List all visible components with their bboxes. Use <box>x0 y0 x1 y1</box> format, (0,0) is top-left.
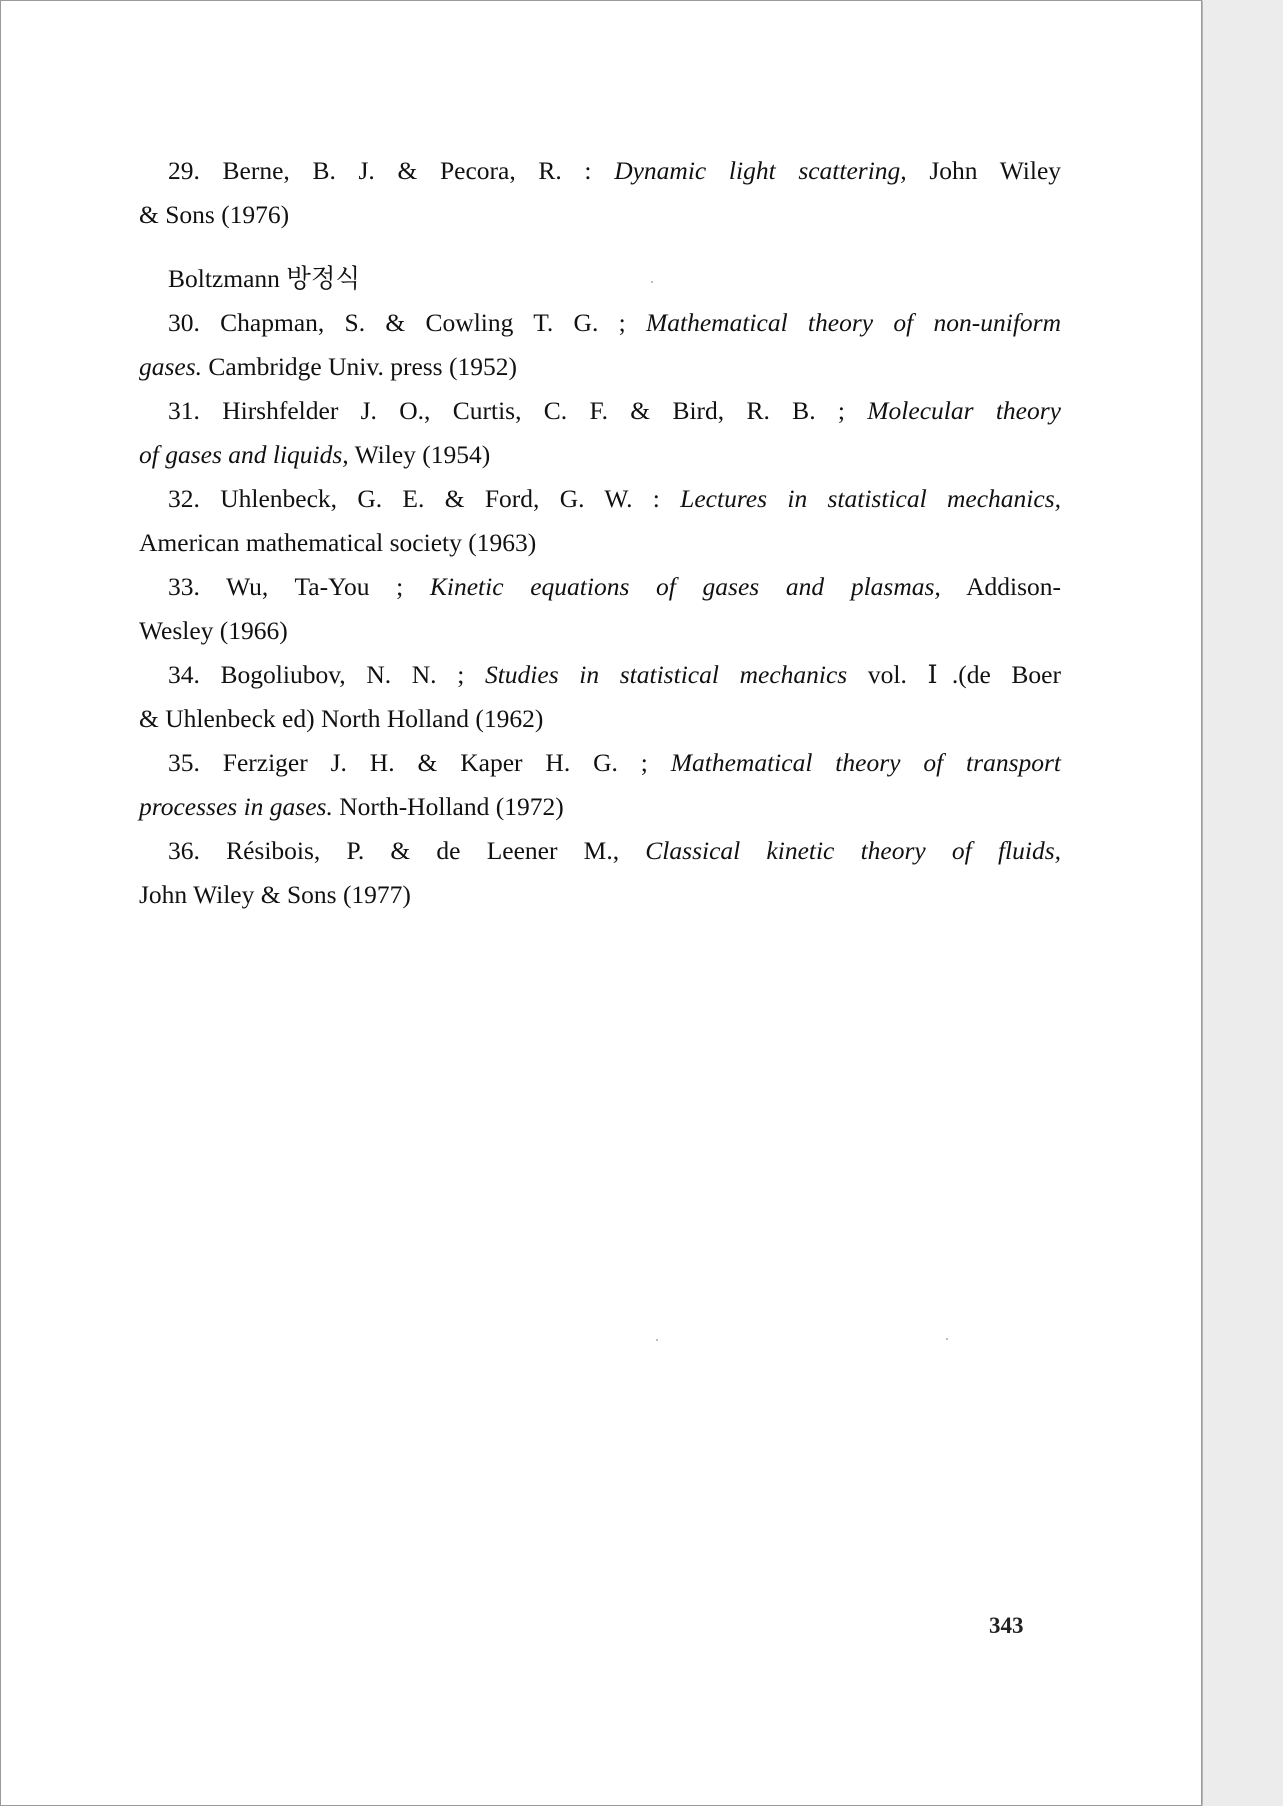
reference-entry <box>139 741 1061 829</box>
reference-title: gases. <box>139 352 203 381</box>
reference-entry <box>139 565 1061 653</box>
reference-line-2 <box>139 345 1061 389</box>
reference-line-2 <box>139 609 1061 653</box>
reference-text: 34. Bogoliubov, N. N. ; <box>168 660 485 689</box>
reference-title: Molecular theory <box>867 396 1061 425</box>
section-heading: Boltzmann 방정식 <box>168 264 361 293</box>
reference-text: 33. Wu, Ta-You ; <box>168 572 430 601</box>
reference-entry <box>139 829 1061 917</box>
reference-line-2 <box>139 521 1061 565</box>
reference-entry <box>139 653 1061 741</box>
reference-text: & Sons (1976) <box>139 200 290 229</box>
reference-line-2 <box>139 433 1061 477</box>
reference-text: Wiley (1954) <box>348 440 491 469</box>
reference-text: vol. Ⅰ.(de Boer <box>847 660 1061 689</box>
reference-text: 30. Chapman, S. & Cowling T. G. ; <box>168 308 647 337</box>
scan-speck <box>946 1338 948 1340</box>
reference-text: Cambridge Univ. press (1952) <box>202 352 517 381</box>
reference-line-1 <box>139 477 1061 521</box>
reference-text: American mathematical society (1963) <box>139 528 537 557</box>
reference-text: 32. Uhlenbeck, G. E. & Ford, G. W. : <box>168 484 681 513</box>
reference-text: 36. Résibois, P. & de Leener M., <box>168 836 646 865</box>
reference-title: Mathematical theory of non-uniform <box>646 308 1061 337</box>
page-number: 343 <box>989 1613 1024 1638</box>
reference-title: Lectures in statistical mechanics, <box>680 484 1061 513</box>
reference-line-1 <box>139 389 1061 433</box>
reference-text: & Uhlenbeck ed) North Holland (1962) <box>139 704 544 733</box>
reference-title: of gases and liquids, <box>139 440 349 469</box>
reference-line-1 <box>139 149 1061 193</box>
reference-line-2 <box>139 697 1061 741</box>
reference-text: Wesley (1966) <box>139 616 288 645</box>
reference-line-1 <box>139 565 1061 609</box>
reference-entry <box>139 149 1061 237</box>
reference-title: Classical kinetic theory of fluids, <box>645 836 1061 865</box>
reference-text: John Wiley & Sons (1977) <box>139 880 411 909</box>
scan-speck <box>656 1339 658 1341</box>
reference-list <box>139 149 1061 917</box>
reference-text: North-Holland (1972) <box>332 792 564 821</box>
reference-title: Dynamic light scattering, <box>614 156 907 185</box>
reference-line-1 <box>139 829 1061 873</box>
reference-entry <box>139 389 1061 477</box>
reference-text: 29. Berne, B. J. & Pecora, R. : <box>168 156 615 185</box>
reference-line-2 <box>139 193 1061 237</box>
viewer-background <box>1203 0 1283 1806</box>
scan-speck <box>651 281 653 283</box>
reference-line-2 <box>139 785 1061 829</box>
reference-entry <box>139 477 1061 565</box>
reference-entry <box>139 301 1061 389</box>
reference-line-1 <box>139 653 1061 697</box>
reference-title: Kinetic equations of gases and plasmas, <box>429 572 941 601</box>
reference-title: Studies in statistical mechanics <box>484 660 848 689</box>
reference-text: John Wiley <box>906 156 1062 185</box>
reference-text: Addison- <box>940 572 1061 601</box>
reference-text: 31. Hirshfelder J. O., Curtis, C. F. & Bird, R. B. ; <box>168 396 868 425</box>
reference-text: 35. Ferziger J. H. & Kaper H. G. ; <box>168 748 671 777</box>
reference-line-1 <box>139 741 1061 785</box>
reference-title: Mathematical theory of transport <box>670 748 1061 777</box>
reference-title: processes in gases. <box>139 792 333 821</box>
reference-line-1 <box>139 301 1061 345</box>
reference-line-2 <box>139 873 1061 917</box>
